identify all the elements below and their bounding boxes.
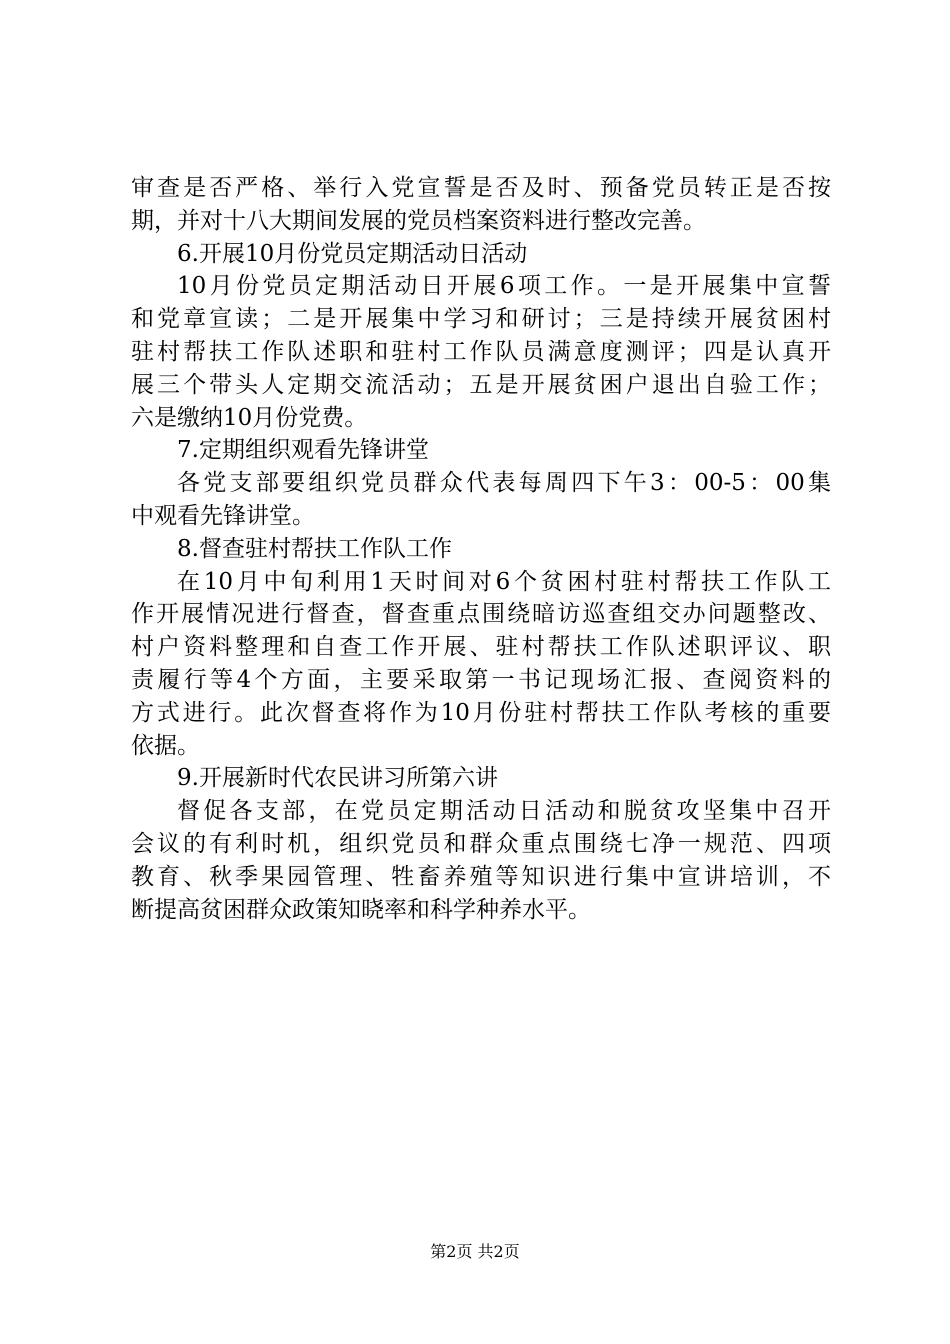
text-line: 期，并对十八大期间发展的党员档案资料进行整改完善。 xyxy=(131,207,706,234)
text-line: 村户资料整理和自查工作开展、驻村帮扶工作队述职评议、职 xyxy=(131,634,831,661)
document-body xyxy=(131,172,831,926)
text-line: 督促各支部，在党员定期活动日活动和脱贫攻坚集中召开 xyxy=(177,798,831,825)
text-line: 8.督查驻村帮扶工作队工作 xyxy=(177,535,452,562)
text-line: 各党支部要组织党员群众代表每周四下午3：00-5：00集 xyxy=(177,470,831,497)
text-line: 作开展情况进行督查，督查重点围绕暗访巡查组交办问题整改、 xyxy=(131,601,831,628)
text-line: 和党章宣读；二是开展集中学习和研讨；三是持续开展贫困村 xyxy=(131,306,831,333)
text-line: 教育、秋季果园管理、牲畜养殖等知识进行集中宣讲培训，不 xyxy=(131,863,831,890)
text-line: 方式进行。此次督查将作为10月份驻村帮扶工作队考核的重要 xyxy=(131,699,831,726)
text-line: 10月份党员定期活动日开展6项工作。一是开展集中宣誓 xyxy=(177,273,831,300)
page-footer: 第2页 共2页 xyxy=(430,1242,520,1261)
text-line: 中观看先锋讲堂。 xyxy=(131,502,315,529)
text-line: 责履行等4个方面，主要采取第一书记现场汇报、查阅资料的 xyxy=(131,666,831,693)
text-line: 依据。 xyxy=(131,732,200,759)
text-line: 六是缴纳10月份党费。 xyxy=(131,404,368,431)
text-line: 7.定期组织观看先锋讲堂 xyxy=(177,437,429,464)
text-line: 会议的有利时机，组织党员和群众重点围绕七净一规范、四项 xyxy=(131,830,831,857)
text-line: 审查是否严格、举行入党宣誓是否及时、预备党员转正是否按 xyxy=(131,175,831,201)
text-line: 断提高贫困群众政策知晓率和科学种养水平。 xyxy=(131,896,591,923)
text-line: 驻村帮扶工作队述职和驻村工作队员满意度测评；四是认真开 xyxy=(131,338,831,365)
text-line: 6.开展10月份党员定期活动日活动 xyxy=(177,240,528,267)
text-line: 展三个带头人定期交流活动；五是开展贫困户退出自验工作； xyxy=(131,371,831,398)
text-line: 在10月中旬利用1天时间对6个贫困村驻村帮扶工作队工 xyxy=(177,568,831,595)
text-line: 9.开展新时代农民讲习所第六讲 xyxy=(177,765,498,792)
